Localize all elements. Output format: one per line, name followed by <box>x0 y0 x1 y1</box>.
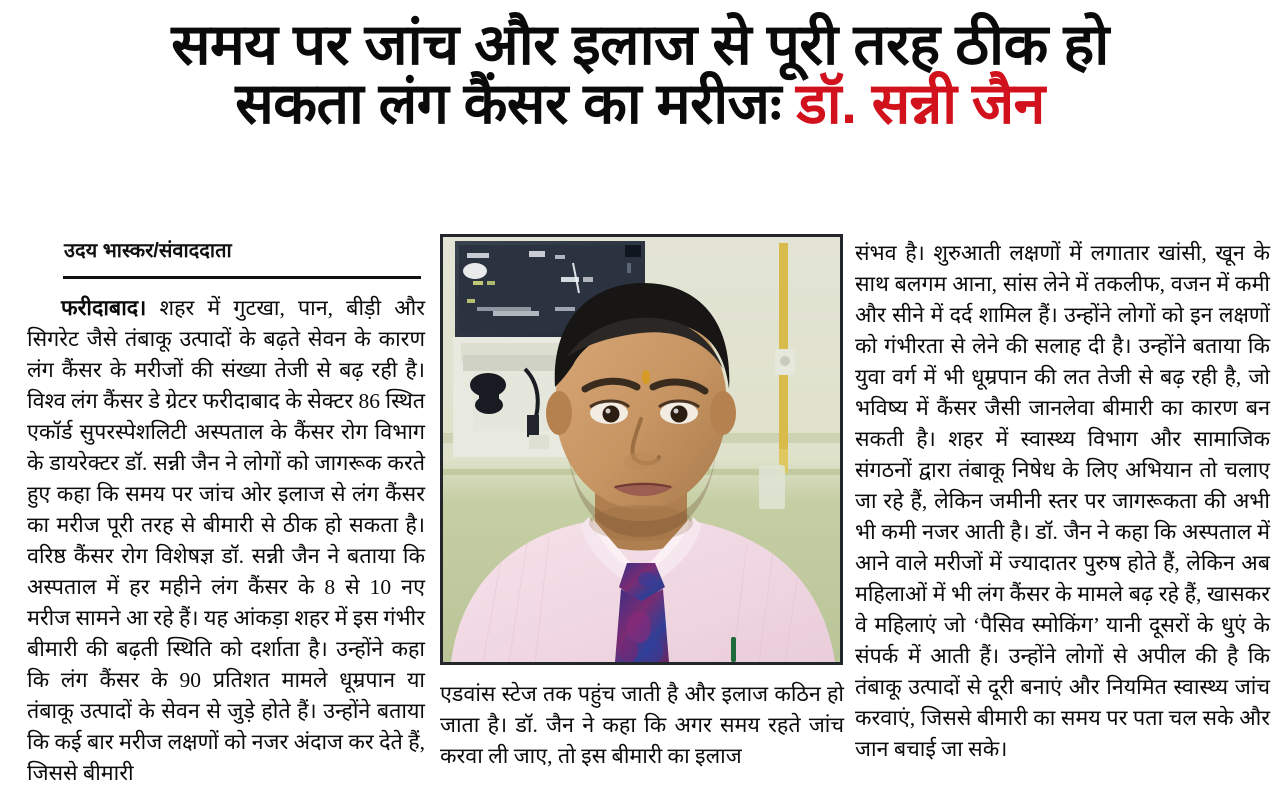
dateline: फरीदाबाद। <box>61 296 147 320</box>
middle-column-body: एडवांस स्टेज तक पहुंच जाती है और इलाज कठिन हो जाता है। डॉ. जैन ने कहा कि अगर समय रहते जांच करवा ली जाए, तो इस बीमारी का इलाज <box>440 682 844 768</box>
headline-doctor-name: डॉ. सन्नी जैन <box>796 72 1045 137</box>
article-photo <box>440 234 843 665</box>
right-column-body: संभव है। शुरुआती लक्षणों में लगातार खांसी, खून के साथ बलगम आना, सांस लेने में तकलीफ, वजन में कमी और सीने में दर्द शामिल हैं। उन्होंने लोगों को इन लक्षणों को गंभीरता से लेने की सलाह दी है। उन्होंने बताया कि युवा वर्ग में भी धूम्रपान की लत तेजी से बढ़ रही है, जो भविष्य में कैंसर जैसी जानलेवा बीमारी का कारण बन सकती है। शहर में स्वास्थ्य विभाग और सामाजिक संगठनों द्वारा तंबाकू निषेध के लिए अभियान तो चलाए जा रहे हैं, लेकिन जमीनी स्तर पर जागरूकता की अभी भी कमी नजर आती है। डॉ. जैन ने कहा कि अस्पताल में आने वाले मरीजों में ज्यादातर पुरुष होते हैं, लेकिन अब महिलाओं में भी लंग कैंसर के मामले बढ़ रहे हैं, खासकर वे महिलाएं जो ‘पैसिव स्मोकिंग’ यानी दूसरों के धुएं के संपर्क में आती हैं। उन्होंने लोगों से अपील की है कि तंबाकू उत्पादों से दूरी बनाएं और नियमित स्वास्थ्य जांच करवाएं, जिससे बीमारी का समय पर पता चल सके और जान बचाई जा सके। <box>855 241 1270 761</box>
article-column-middle <box>440 679 844 772</box>
article-column-left <box>27 293 425 789</box>
page-title <box>0 13 1280 137</box>
headline-line-2 <box>0 72 1280 137</box>
headline-line-1: समय पर जांच और इलाज से पूरी तरह ठीक हो <box>171 13 1109 77</box>
byline: उदय भास्कर/संवाददाता <box>64 240 232 262</box>
article-column-right <box>855 238 1270 765</box>
headline-line-2-black: सकता लंग कैंसर का मरीजः <box>235 72 797 137</box>
doctor-portrait-illustration <box>443 237 840 662</box>
left-column-body: शहर में गुटखा, पान, बीड़ी और सिगरेट जैसे तंबाकू उत्पादों के बढ़ते सेवन के कारण लंग कैंसर के मरीजों की संख्या तेजी से बढ़ रही है। विश्व लंग कैंसर डे ग्रेटर फरीदाबाद के सेक्टर 86 स्थित एकॉर्ड सुपरस्पेशलिटी अस्पताल के कैंसर रोग विभाग के डायरेक्टर डॉ. सन्नी जैन ने लोगों को जागरूक करते हुए कहा कि समय पर जांच ओर इलाज से लंग कैंसर का मरीज पूरी तरह से बीमारी से ठीक हो सकता है। वरिष्ठ कैंसर रोग विशेषज्ञ डॉ. सन्नी जैन ने बताया कि अस्पताल में हर महीने लंग कैंसर के 8 से 10 नए मरीज सामने आ रहे हैं। यह आंकड़ा शहर में इस गंभीर बीमारी की बढ़ती स्थिति को दर्शाता है। उन्होंने कहा कि लंग कैंसर के 90 प्रतिशत मामले धूम्रपान या तंबाकू उत्पादों के सेवन से जुड़े होते हैं। उन्होंने बताया कि कई बार मरीज लक्षणों को नजर अंदाज कर देते हैं, जिससे बीमारी <box>27 296 425 785</box>
left-column-paragraph <box>27 293 425 789</box>
byline-divider <box>63 276 421 279</box>
